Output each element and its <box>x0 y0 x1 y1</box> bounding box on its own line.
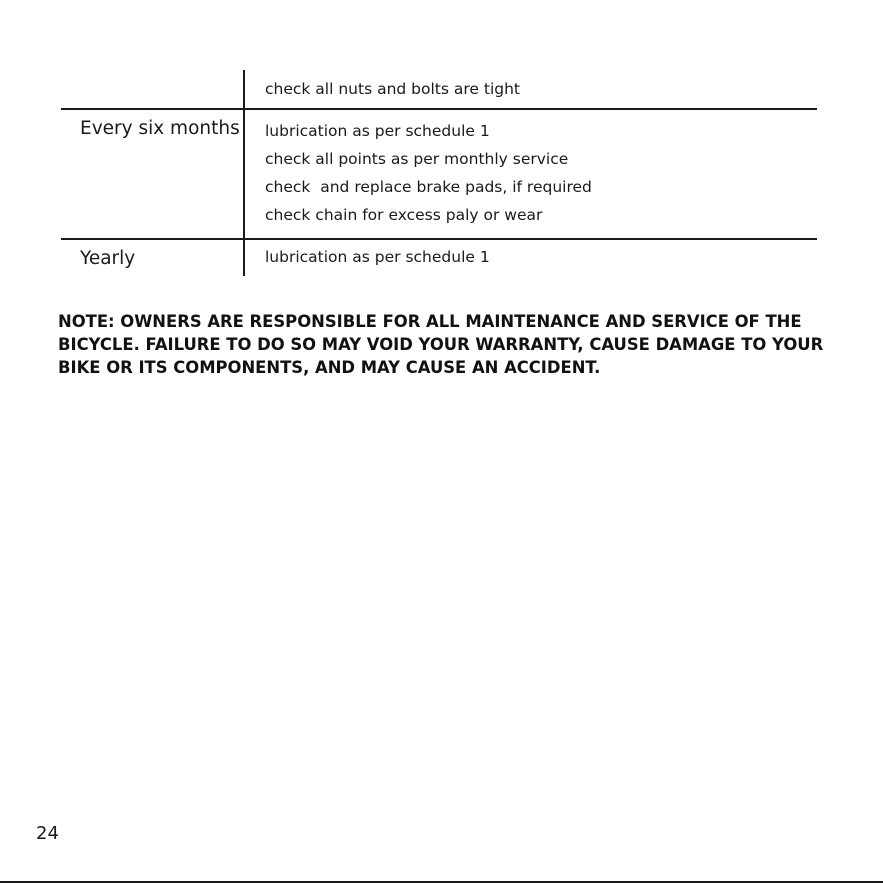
schedule-row <box>61 238 817 276</box>
schedule-interval <box>61 70 245 108</box>
page-number: 24 <box>36 823 59 844</box>
schedule-task: check all nuts and bolts are tight <box>265 80 520 98</box>
schedule-row <box>61 70 817 108</box>
schedule-task: check chain for excess paly or wear <box>265 206 543 224</box>
schedule-task: lubrication as per schedule 1 <box>265 122 490 140</box>
schedule-interval: Every six months <box>61 110 245 238</box>
schedule-row <box>61 108 817 238</box>
maintenance-schedule-table <box>61 70 817 276</box>
schedule-tasks <box>245 110 817 238</box>
schedule-interval: Yearly <box>61 240 245 276</box>
schedule-task: lubrication as per schedule 1 <box>265 248 490 266</box>
schedule-task: check and replace brake pads, if required <box>265 178 592 196</box>
schedule-tasks <box>245 240 817 276</box>
schedule-tasks <box>245 70 817 108</box>
owner-responsibility-note: NOTE: OWNERS ARE RESPONSIBLE FOR ALL MAINTENANCE AND SERVICE OF THE BICYCLE. FAILURE TO DO SO MAY VOID YOUR WARRANTY, CAUSE DAMAGE TO YOUR BIKE OR ITS COMPONENTS, AND MAY CAUSE AN ACCIDENT. <box>58 312 824 377</box>
schedule-task: check all points as per monthly service <box>265 150 569 168</box>
